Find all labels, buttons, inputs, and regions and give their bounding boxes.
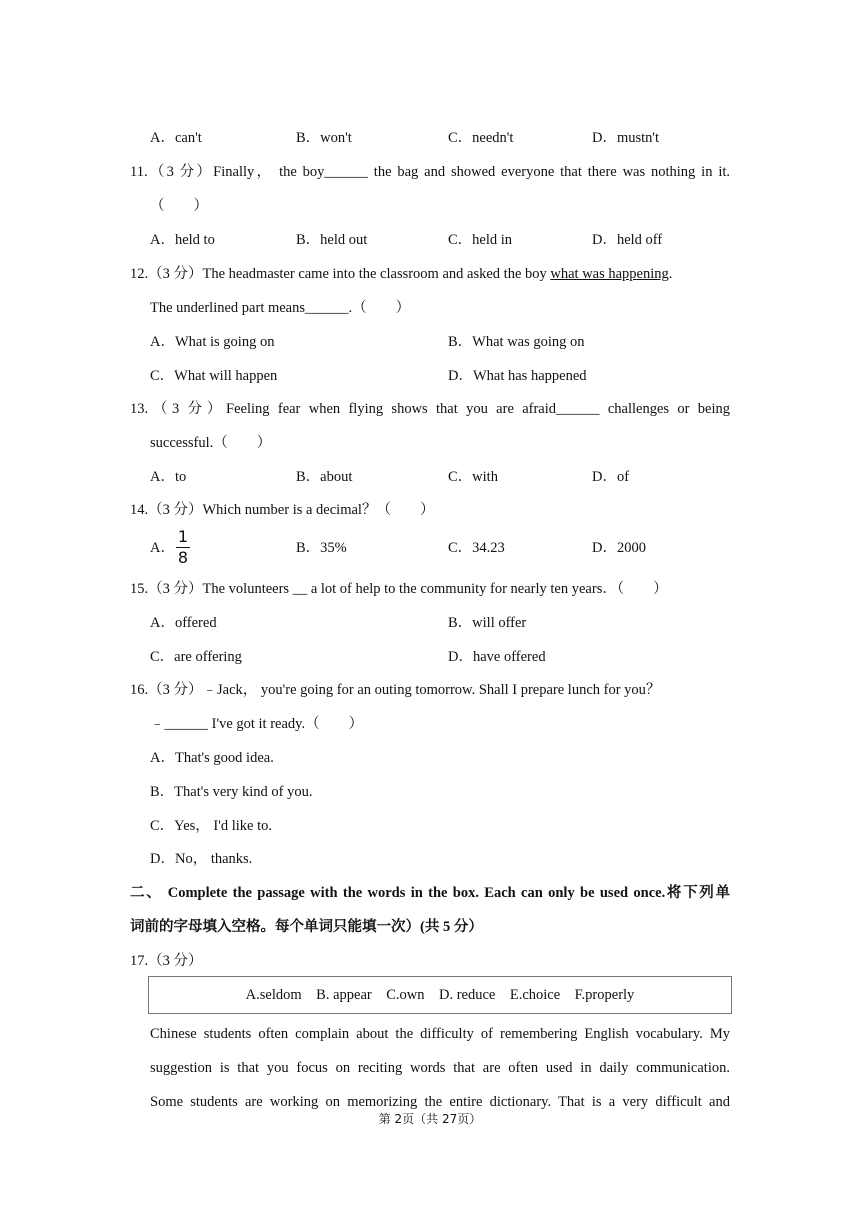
section2-heading-line2: 词前的字母填入空格。每个单词只能填一次）(共 5 分） bbox=[130, 919, 483, 935]
q13-option-b: B．about bbox=[296, 469, 353, 485]
q13-option-a: A．to bbox=[150, 469, 187, 485]
section2-heading-line1: 二、 Complete the passage with the words in the box. Each can only be used once.将下列单 bbox=[130, 885, 730, 901]
q15-option-a: A．offered bbox=[150, 615, 217, 631]
q14-option-a-label: A． bbox=[150, 540, 175, 556]
q11-answer-paren: （ ） bbox=[150, 198, 208, 214]
q14-option-d: D．2000 bbox=[592, 540, 646, 556]
q11-stem: 11.（3 分）Finally， the boy______ the bag and showed everyone that there was nothing in it. bbox=[130, 164, 730, 180]
q16-line2: ﹣______ I've got it ready.（ ） bbox=[150, 716, 364, 732]
q15-option-d: D．have offered bbox=[448, 649, 546, 665]
q12-option-d: D．What has happened bbox=[448, 368, 587, 384]
q10-option-c: C．needn't bbox=[448, 130, 514, 146]
q17-stem: 17.（3 分） bbox=[130, 953, 203, 969]
word-box bbox=[148, 976, 732, 1014]
q11-option-b: B．held out bbox=[296, 232, 368, 248]
q14-option-b: B．35% bbox=[296, 540, 347, 556]
passage-line-2: suggestion is that you focus on reciting words that are often used in daily communication. bbox=[150, 1060, 730, 1076]
q11-option-c: C．held in bbox=[448, 232, 513, 248]
q11-option-a: A．held to bbox=[150, 232, 215, 248]
q12-option-b: B．What was going on bbox=[448, 334, 585, 350]
fraction-denominator: 8 bbox=[177, 548, 189, 567]
q15-option-c: C．are offering bbox=[150, 649, 242, 665]
q13-option-d: D．of bbox=[592, 469, 630, 485]
q10-option-a: A．can't bbox=[150, 130, 202, 146]
q12-option-a: A．What is going on bbox=[150, 334, 275, 350]
q14-option-a-fraction bbox=[174, 528, 192, 567]
q11-option-d: D．held off bbox=[592, 232, 663, 248]
q13-option-c: C．with bbox=[448, 469, 498, 485]
q14-stem: 14.（3 分）Which number is a decimal？（ ） bbox=[130, 502, 435, 518]
q16-option-b: B．That's very kind of you. bbox=[150, 784, 313, 800]
fraction-numerator: 1 bbox=[177, 527, 189, 546]
q16-option-d: D．No， thanks. bbox=[150, 851, 253, 867]
passage-line-3: Some students are working on memorizing the entire dictionary. That is a very difficult and bbox=[150, 1094, 730, 1110]
q12-stem-text: 12.（3 分）The headmaster came into the classroom and asked the boy bbox=[130, 266, 551, 282]
passage-line-1: Chinese students often complain about the difficulty of remembering English vocabulary. My bbox=[150, 1026, 730, 1042]
q12-stem bbox=[130, 265, 672, 283]
q13-line2: successful.（ ） bbox=[150, 435, 272, 451]
q12-line2: The underlined part means______.（ ） bbox=[150, 300, 411, 316]
word-box-text: A.seldom B. appear C.own D. reduce E.choice F.properly bbox=[245, 987, 635, 1003]
q10-option-b: B．won't bbox=[296, 130, 352, 146]
q12-underlined-part: what was happening bbox=[550, 266, 669, 282]
q12-stem-end: . bbox=[668, 266, 673, 282]
q10-option-d: D．mustn't bbox=[592, 130, 660, 146]
q13-stem: 13.（3 分）Feeling fear when flying shows that you are afraid______ challenges or being bbox=[130, 401, 730, 417]
q15-option-b: B．will offer bbox=[448, 615, 527, 631]
q12-option-c: C．What will happen bbox=[150, 368, 278, 384]
q16-option-a: A．That's good idea. bbox=[150, 750, 274, 766]
page-number-footer: 第 2页（共 27页） bbox=[378, 1112, 482, 1126]
q16-option-c: C．Yes， I'd like to. bbox=[150, 818, 272, 834]
q14-option-c: C．34.23 bbox=[448, 540, 505, 556]
q15-stem: 15.（3 分）The volunteers __ a lot of help to the community for nearly ten years．（ ） bbox=[130, 581, 668, 597]
q16-stem: 16.（3 分）﹣Jack， you're going for an outing tomorrow. Shall I prepare lunch for you？ bbox=[130, 682, 661, 698]
